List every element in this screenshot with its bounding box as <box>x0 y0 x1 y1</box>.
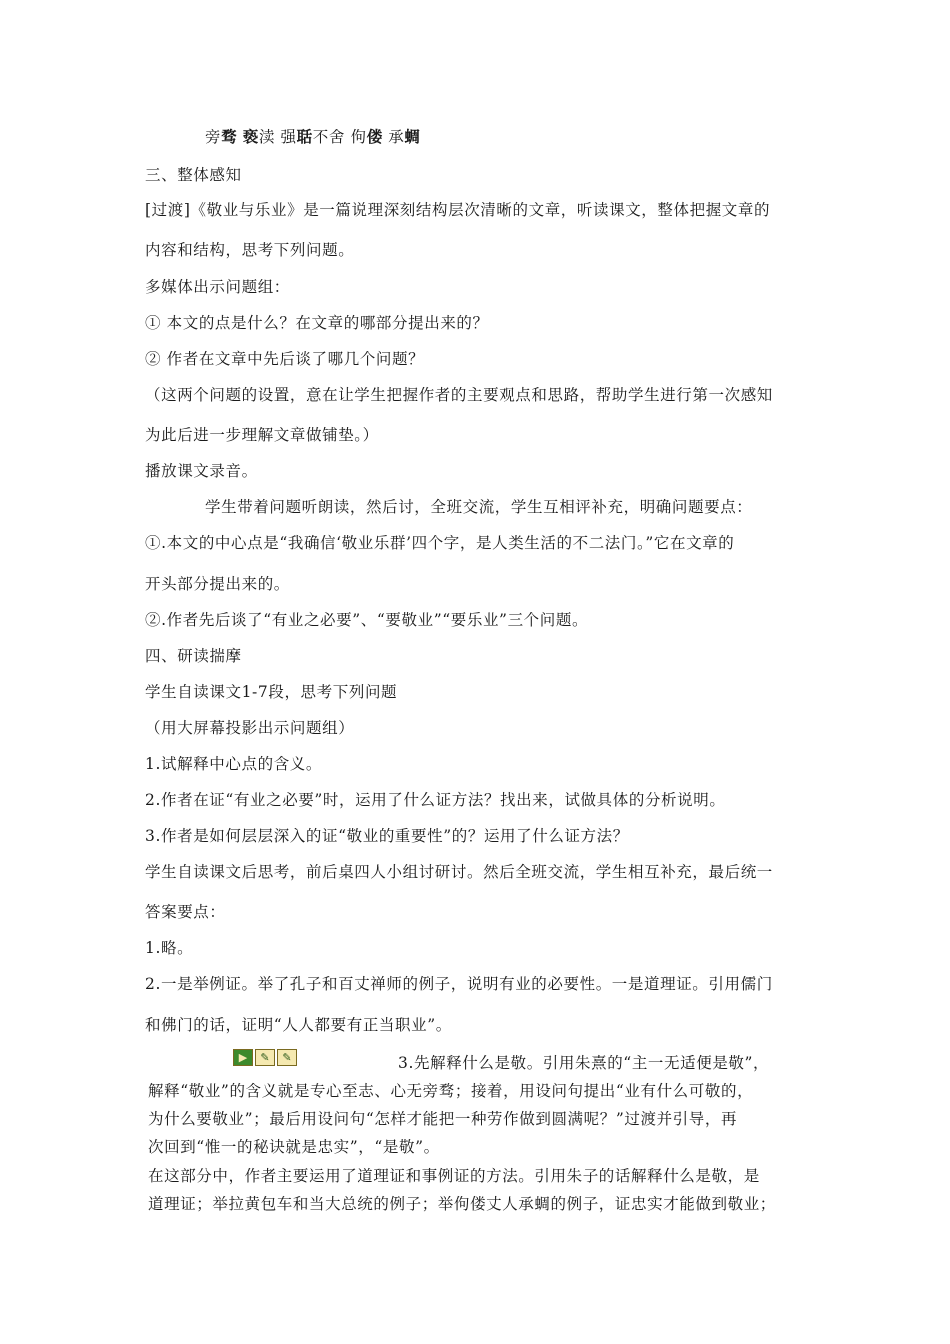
vocab-char: 旁 <box>205 128 222 146</box>
vocab-char-bold: 亵 <box>242 127 259 146</box>
answer-line: 3.先解释什么是敬。引用朱熹的“主一无适便是敬”， <box>398 1054 770 1072</box>
paragraph-line: 道理证；举拉黄包车和当大总统的例子；举佝偻丈人承蜩的例子，证忠实才能做到敬业； <box>148 1195 776 1213</box>
paragraph-line: （用大屏幕投影出示问题组） <box>145 719 355 737</box>
paragraph-line: 答案要点： <box>145 903 226 921</box>
paragraph-line: 内容和结构，思考下列问题。 <box>145 241 355 259</box>
pen-icon[interactable]: ✎ <box>255 1049 275 1066</box>
vocab-char: 佝 <box>350 128 367 146</box>
question-line: ① 本文的点是什么？在文章的哪部分提出来的？ <box>145 314 489 332</box>
paragraph-line: 在这部分中，作者主要运用了道理证和事例证的方法。引用朱子的话解释什么是敬，是 <box>148 1167 760 1185</box>
vocab-char: 承 <box>388 128 405 146</box>
vocab-char-bold: 聒 <box>296 127 313 146</box>
paragraph-line: （这两个问题的设置，意在让学生把握作者的主要观点和思路，帮助学生进行第一次感知 <box>145 386 773 404</box>
vocab-char: 渎 <box>258 128 275 146</box>
paragraph-line: 学生带着问题听朗读，然后讨，全班交流，学生互相评补充，明确问题要点： <box>205 498 753 516</box>
embedded-toolbar[interactable] <box>233 1049 297 1066</box>
vocab-char: 不舍 <box>312 128 345 146</box>
vocab-char-bold: 骛 <box>221 127 238 146</box>
answer-line: 次回到“惟一的秘诀就是忠实”，“是敬”。 <box>148 1138 440 1156</box>
question-line: 2.作者在证“有业之必要”时，运用了什么证方法？找出来，试做具体的分析说明。 <box>145 791 726 809</box>
paragraph-line: 学生自读课文1-7段，思考下列问题 <box>145 683 398 701</box>
answer-line: 2.一是举例证。举了孔子和百丈禅师的例子，说明有业的必要性。一是道理证。引用儒门 <box>145 975 773 993</box>
speaker-icon[interactable]: ▶ <box>233 1049 253 1066</box>
paragraph-line: 学生自读课文后思考，前后桌四人小组讨研讨。然后全班交流，学生相互补充，最后统一 <box>145 863 773 881</box>
vocab-char: 强 <box>280 128 297 146</box>
section-heading: 三、整体感知 <box>145 166 242 184</box>
question-line: ② 作者在文章中先后谈了哪几个问题？ <box>145 350 425 368</box>
paragraph-line: [过渡]《敬业与乐业》是一篇说理深刻结构层次清晰的文章，听读课文，整体把握文章的 <box>145 201 771 219</box>
answer-line: ②.作者先后谈了“有业之必要”、“要敬业”“要乐业”三个问题。 <box>145 611 589 629</box>
answer-line: 解释“敬业”的含义就是专心至志、心无旁骛；接着，用设问句提出“业有什么可敬的， <box>148 1082 754 1100</box>
question-line: 3.作者是如何层层深入的证“敬业的重要性”的？运用了什么证方法？ <box>145 827 629 845</box>
pen-icon[interactable]: ✎ <box>277 1049 297 1066</box>
answer-line: 为什么要敬业”；最后用设问句“怎样才能把一种劳作做到圆满呢？”过渡并引导，再 <box>148 1110 738 1128</box>
vocab-char-bold: 偻 <box>366 127 383 146</box>
paragraph-line: 播放课文录音。 <box>145 462 258 480</box>
question-line: 1.试解释中心点的含义。 <box>145 755 322 773</box>
answer-line: 和佛门的话，证明“人人都要有正当职业”。 <box>145 1016 452 1034</box>
vocab-line <box>205 127 420 147</box>
answer-line: ①.本文的中心点是“我确信‘敬业乐群’四个字，是人类生活的不二法门。”它在文章的 <box>145 534 735 552</box>
answer-line: 开头部分提出来的。 <box>145 575 290 593</box>
answer-line: 1.略。 <box>145 939 194 957</box>
section-heading: 四、研读揣摩 <box>145 647 242 665</box>
paragraph-line: 为此后进一步理解文章做铺垫。） <box>145 426 379 444</box>
paragraph-line: 多媒体出示问题组： <box>145 278 290 296</box>
vocab-char-bold: 蜩 <box>404 127 421 146</box>
